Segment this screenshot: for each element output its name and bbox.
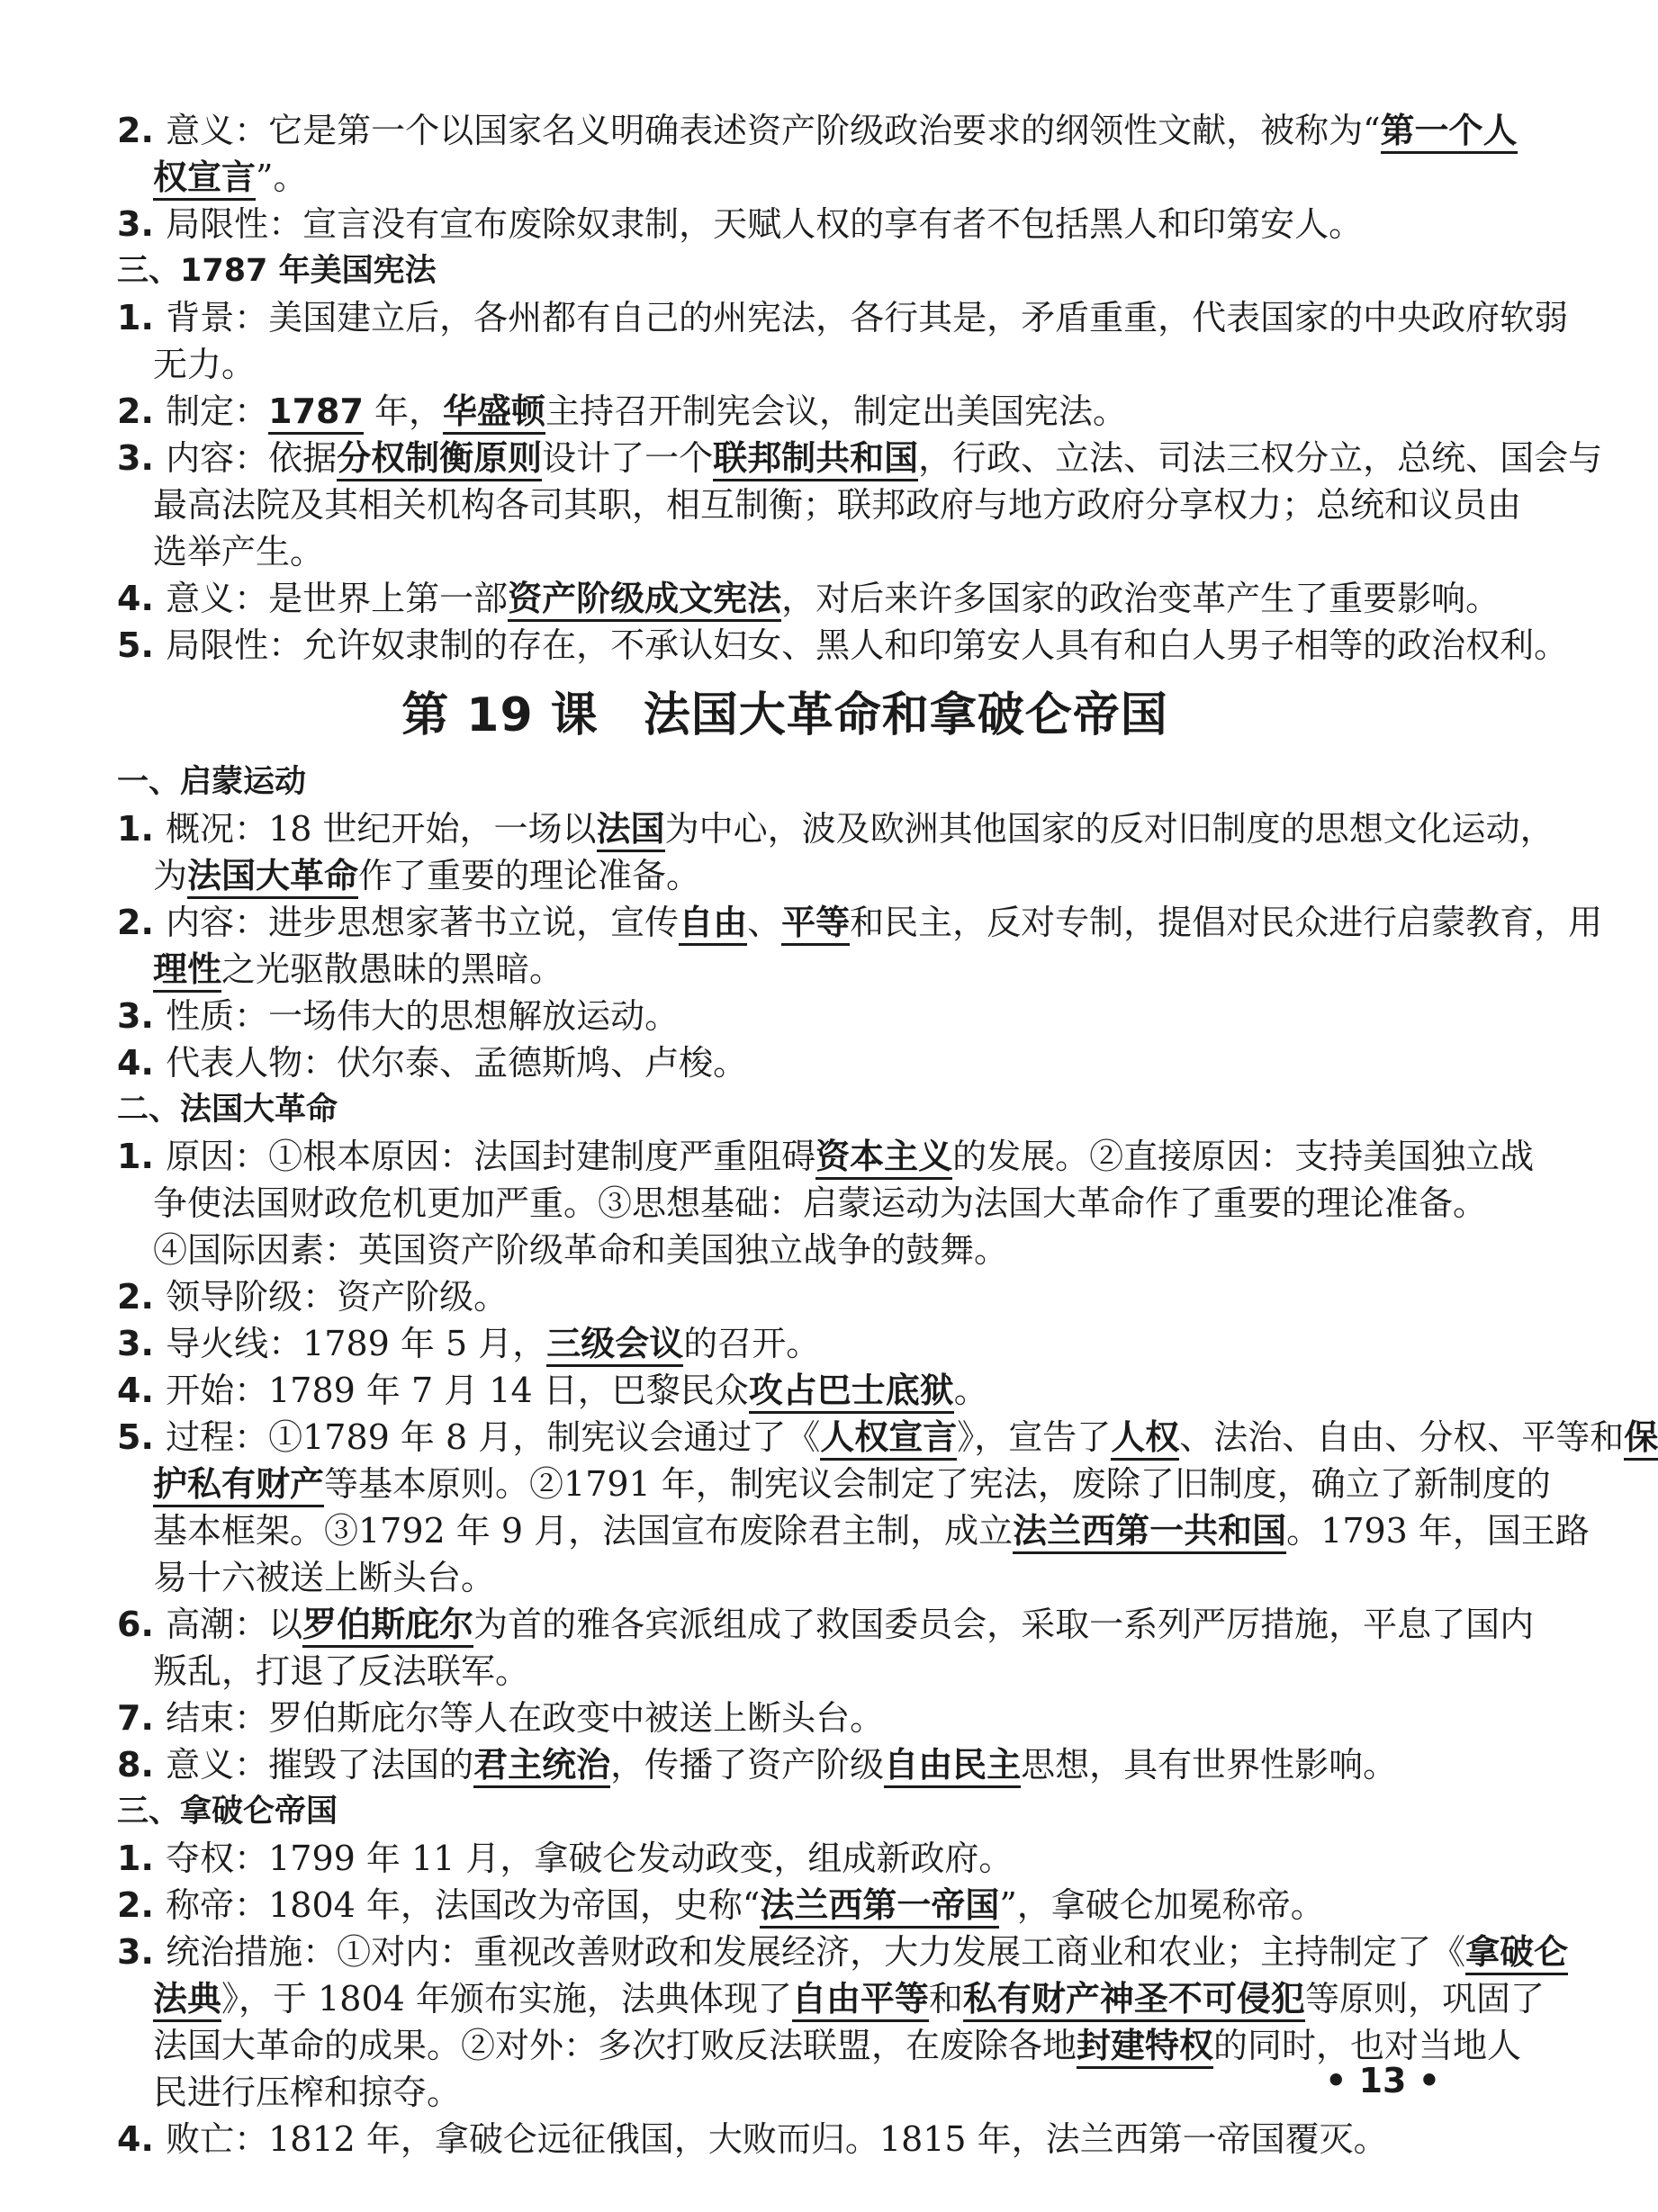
paragraph-continuation [117,853,1453,898]
list-item [117,295,1569,340]
text-run: 代表人物：伏尔泰、孟德斯鸠、卢梭。 [166,1043,748,1083]
keyword-underlined: 三级会议 [546,1324,683,1367]
text-run: 年， [363,391,443,431]
item-number: 6. [117,1605,167,1644]
item-number: 1. [117,1137,167,1176]
keyword-underlined: 人权 [1111,1417,1179,1461]
keyword-underlined: 私有财产神圣不可侵犯 [963,1979,1305,2022]
keyword-underlined: 自由平等 [792,1979,929,2022]
text-run: 三、拿破仑帝国 [117,1794,338,1830]
list-item [117,389,1453,434]
item-number: 2. [117,111,167,150]
text-run: 夺权：1799 年 11 月，拿破仑发动政变，组成新政府。 [166,1839,1014,1878]
text-run: 性质：一场伟大的思想解放运动。 [166,996,680,1036]
text-run: 和 [928,1979,963,2019]
text-run: 为首的雅各宾派组成了救国委员会，采取一系列严厉措施，平息了国内 [473,1605,1535,1644]
item-number: 3. [117,996,167,1036]
paragraph-continuation [117,482,1522,527]
item-number: 7. [117,1698,167,1738]
text-run: 》，于 1804 年颁布实施，法典体现了 [221,1979,792,2019]
text-run: 和民主，反对专制，提倡对民众进行启蒙教育，用 [850,903,1603,942]
keyword-underlined: 封建特权 [1077,2026,1213,2069]
text-run: 意义：它是第一个以国家名义明确表述资产阶级政治要求的纲领性文献，被称为“ [166,111,1381,150]
paragraph-continuation [117,1181,1488,1226]
section-heading [117,760,1453,805]
list-item [117,1415,1658,1460]
item-number: 4. [117,1371,167,1410]
list-item [117,1040,1453,1085]
text-run: 易十六被送上断头台。 [153,1558,496,1597]
text-run: 败亡：1812 年，拿破仑远征俄国，大败而归。1815 年，法兰西第一帝国覆灭。 [166,2119,1388,2159]
text-run: 思想，具有世界性影响。 [1021,1745,1398,1785]
list-item [117,576,1500,621]
list-item [117,2117,1453,2162]
keyword-underlined: 人权宣言 [820,1417,957,1461]
keyword-underlined: 法国大革命 [187,856,358,899]
item-number: 3. [117,1932,167,1972]
list-item [117,1742,1453,1787]
keyword-underlined: 平等 [781,903,850,946]
section-heading [117,1087,1453,1132]
text-run: 制定： [166,391,269,431]
keyword-underlined: 分权制衡原则 [337,438,542,481]
text-run: 选举产生。 [153,532,325,571]
text-run: 统治措施：①对内：重视改善财政和发展经济，大力发展工商业和农业；主持制定了《 [166,1932,1466,1972]
item-number: 1. [117,1839,167,1878]
text-run: 争使法国财政危机更加严重。③思想基础：启蒙运动为法国大革命作了重要的理论准备。 [153,1183,1488,1223]
paragraph-continuation [117,2070,1453,2115]
text-run: 原因：①根本原因：法国封建制度严重阻碍 [166,1137,816,1176]
keyword-underlined: 华盛顿 [443,391,545,435]
text-run: 二、法国大革命 [117,1092,338,1128]
text-run: 基本框架。③1792 年 9 月，法国宣布废除君主制，成立 [153,1511,1014,1551]
item-number: 3. [117,438,167,478]
paragraph-continuation [117,1227,1453,1272]
text-run: 一、启蒙运动 [117,764,307,800]
keyword-underlined: 理性 [153,949,221,993]
list-item [117,1368,1453,1413]
keyword-underlined: 联邦制共和国 [713,438,918,481]
text-run: 等基本原则。②1791 年，制宪议会制定了宪法，废除了旧制度，确立了新制度的 [324,1464,1551,1504]
text-run: 。 [953,1371,988,1410]
section-heading [117,248,1453,293]
list-item [117,1929,1569,1974]
page-number: • 13 • [1325,2061,1440,2100]
item-number: 4. [117,579,167,618]
page-content [117,108,1658,2162]
text-run: 、 [747,903,782,942]
list-item [117,623,1569,668]
text-run: 意义：是世界上第一部 [166,579,509,618]
keyword-underlined: 自由 [679,903,747,946]
text-run: 内容：依据 [166,438,338,478]
keyword-underlined: 资本主义 [815,1137,952,1180]
keyword-underlined: 法典 [153,1979,221,2022]
item-number: 3. [117,204,167,244]
paragraph-continuation [117,155,1453,200]
text-run: 为 [153,856,188,895]
text-run: 。1793 年，国王路 [1286,1511,1590,1551]
text-run: 过程：①1789 年 8 月，制宪议会通过了《 [166,1417,821,1457]
text-run: 等原则，巩固了 [1304,1979,1545,2019]
list-item [117,1883,1453,1928]
keyword-underlined: 法兰西第一帝国 [760,1885,999,1929]
text-run: 最高法院及其相关机构各司其职，相互制衡；联邦政府与地方政府分享权力；总统和议员由 [153,485,1522,525]
paragraph-continuation [117,1976,1545,2021]
text-run: 法国大革命的成果。②对外：多次打败反法联盟，在废除各地 [153,2026,1077,2065]
list-item [117,994,1453,1039]
text-run: 局限性：宣言没有宣布废除奴隶制，天赋人权的享有者不包括黑人和印第安人。 [166,204,1364,244]
list-item [117,202,1453,247]
item-number: 5. [117,1417,167,1457]
text-run: ”，拿破仑加冕称帝。 [999,1885,1325,1925]
keyword-underlined: 法国 [597,809,665,852]
paragraph-continuation [117,947,1453,992]
text-run: 称帝：1804 年，法国改为帝国，史称“ [166,1885,761,1925]
item-number: 8. [117,1745,167,1785]
keyword-underlined: 第一个人 [1381,111,1518,154]
item-number: 1. [117,809,167,849]
text-run: 民进行压榨和掠夺。 [153,2073,462,2112]
text-run: 三、1787 年美国宪法 [117,253,437,289]
item-number: 2. [117,391,167,431]
item-number: 5. [117,625,167,665]
text-run: ，行政、立法、司法三权分立，总统、国会与 [918,438,1603,478]
paragraph-continuation [117,1555,1453,1600]
paragraph-continuation [117,529,1453,574]
lesson-title [117,675,1453,756]
text-run: 的召开。 [683,1324,821,1363]
item-number: 2. [117,1277,167,1317]
paragraph-continuation [117,1649,1453,1694]
list-item [117,1274,1453,1319]
keyword-underlined: 护私有财产 [153,1464,324,1507]
keyword-underlined: 法兰西第一共和国 [1013,1511,1286,1554]
list-item [117,436,1603,481]
text-run: ”。 [256,157,308,197]
item-number: 1. [117,298,167,337]
list-item [117,1695,1453,1740]
text-run: 主持召开制宪会议，制定出美国宪法。 [545,391,1128,431]
list-item [117,1602,1535,1647]
keyword-underlined: 罗伯斯庇尔 [302,1605,473,1648]
text-run: ④国际因素：英国资产阶级革命和美国独立战争的鼓舞。 [153,1230,1009,1270]
list-item [117,1321,1453,1366]
text-run: ，传播了资产阶级 [610,1745,885,1785]
text-run: 叛乱，打退了反法联军。 [153,1651,530,1691]
text-run: 开始：1789 年 7 月 14 日，巴黎民众 [166,1371,749,1410]
keyword-underlined: 权宣言 [153,157,256,201]
text-run: ，对后来许多国家的政治变革产生了重要影响。 [781,579,1500,618]
text-run: 之光驱散愚昧的黑暗。 [221,949,564,989]
text-run: 意义：摧毁了法国的 [166,1745,474,1785]
item-number: 2. [117,1885,167,1925]
list-item [117,1836,1453,1881]
text-run: 的发展。②直接原因：支持美国独立战 [952,1137,1535,1176]
lesson-number: 第 19 课 [401,688,599,742]
list-item [117,108,1518,153]
keyword-underlined: 拿破仑 [1465,1932,1568,1975]
keyword-underlined: 资产阶级成文宪法 [508,579,781,622]
text-run: 背景：美国建立后，各州都有自己的州宪法，各行其是，矛盾重重，代表国家的中央政府软弱 [166,298,1569,337]
list-item [117,1134,1535,1179]
item-number: 4. [117,2119,167,2159]
item-number: 3. [117,1324,167,1363]
keyword-underlined: 君主统治 [473,1745,610,1788]
list-item [117,806,1554,851]
keyword-underlined: 保 [1624,1417,1658,1461]
item-number: 4. [117,1043,167,1083]
keyword-underlined: 自由民主 [884,1745,1021,1788]
section-heading [117,1789,1453,1834]
text-run: 作了重要的理论准备。 [358,856,701,895]
text-run: 结束：罗伯斯庇尔等人在政变中被送上断头台。 [166,1698,885,1738]
item-number: 2. [117,903,167,942]
paragraph-continuation [117,1508,1590,1553]
paragraph-continuation [117,342,1453,387]
text-run: 的同时，也对当地人 [1213,2026,1522,2065]
paragraph-continuation [117,2023,1522,2068]
list-item [117,900,1603,945]
text-run: 领导阶级：资产阶级。 [166,1277,509,1317]
paragraph-continuation [117,1461,1551,1506]
keyword-underlined: 1787 [268,391,364,435]
text-run: 高潮：以 [166,1605,303,1644]
text-run: 内容：进步思想家著书立说，宣传 [166,903,680,942]
lesson-name: 法国大革命和拿破仑帝国 [643,688,1168,742]
text-run: 局限性：允许奴隶制的存在，不承认妇女、黑人和印第安人具有和白人男子相等的政治权利。 [166,625,1569,665]
text-run: 设计了一个 [542,438,714,478]
text-run: 、法治、自由、分权、平等和 [1179,1417,1625,1457]
text-run: 导火线：1789 年 5 月， [166,1324,547,1363]
text-run: 概况：18 世纪开始，一场以 [166,809,597,849]
keyword-underlined: 攻占巴士底狱 [749,1371,954,1414]
text-run: 》，宣告了 [957,1417,1112,1457]
text-run: 为中心，波及欧洲其他国家的反对旧制度的思想文化运动， [664,809,1554,849]
text-run: 无力。 [153,345,257,384]
